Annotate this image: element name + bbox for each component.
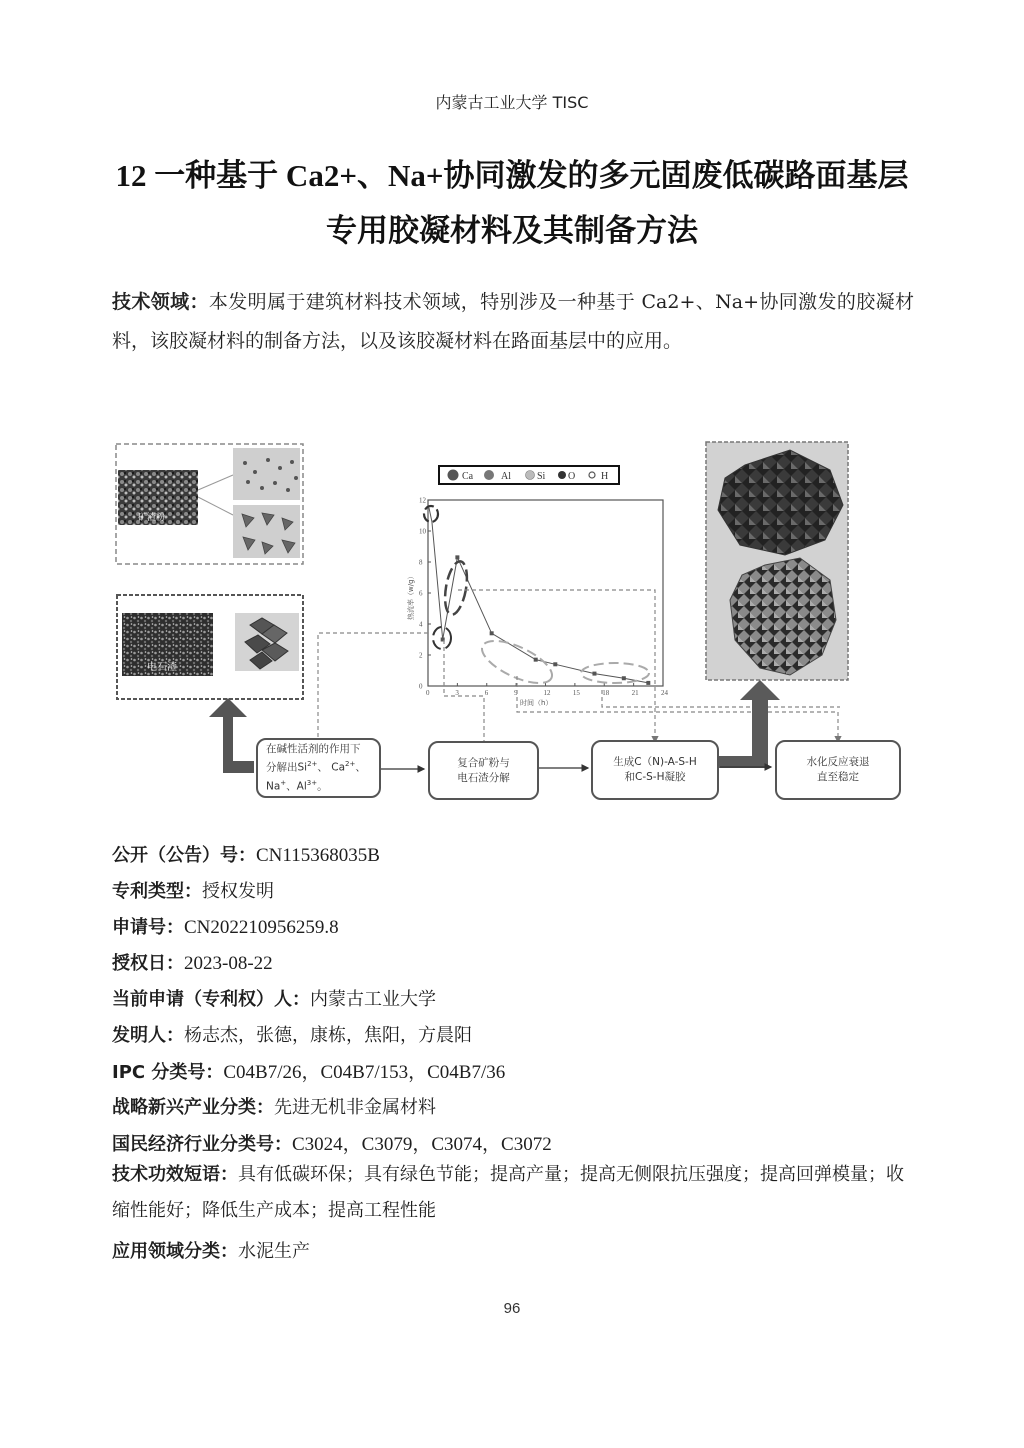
connector-line bbox=[198, 497, 233, 515]
meta-label: 应用领域分类： bbox=[112, 1241, 238, 1262]
flow-box-gel-formation bbox=[591, 740, 719, 800]
meta-value: 具有低碳环保；具有绿色节能；提高产量；提高无侧限抗压强度；提高回弹模量；收缩性能好；降低生产成本；提高工程性能 bbox=[112, 1164, 904, 1221]
x-tick-label: 0 bbox=[426, 689, 430, 697]
meta-row bbox=[112, 841, 917, 867]
y-tick-label: 4 bbox=[419, 620, 423, 629]
meta-row bbox=[112, 949, 917, 975]
legend-o-marker bbox=[558, 471, 566, 479]
carbide-slag-panel bbox=[117, 595, 303, 699]
meta-value: CN115368035B bbox=[256, 845, 380, 866]
legend-ca-label: Ca bbox=[462, 471, 474, 482]
meta-value: 杨志杰，张德，康栋，焦阳，方晨阳 bbox=[184, 1025, 472, 1046]
slag-panel bbox=[116, 444, 303, 564]
legend-ca-marker bbox=[448, 470, 459, 481]
crystal-structure-panel bbox=[706, 442, 848, 680]
patent-title-line-2: 专用胶凝材料及其制备方法 bbox=[326, 213, 698, 248]
meta-row bbox=[112, 1057, 917, 1084]
box2-line2: 电石渣分解 bbox=[457, 771, 510, 784]
meta-row bbox=[112, 1237, 917, 1263]
meta-value: CN202210956259.8 bbox=[184, 917, 339, 938]
box3-line1: 生成C（N)-A-S-H bbox=[613, 756, 697, 768]
flow-box-mineral-decomposition bbox=[428, 741, 539, 800]
up-arrow-right-icon bbox=[718, 680, 780, 768]
meta-row bbox=[112, 913, 917, 939]
data-point bbox=[534, 658, 538, 662]
tech-field-text: 本发明属于建筑材料技术领域，特别涉及一种基于 Ca2+、Na+协同激发的胶凝材料，该胶凝材料的制备方法，以及该胶凝材料在路面基层中的应用。 bbox=[112, 291, 914, 352]
up-arrow-left-icon bbox=[209, 698, 254, 773]
chart-frame bbox=[428, 500, 663, 686]
slag-photo-label: 矿渣粉 bbox=[138, 513, 166, 523]
x-tick-label: 12 bbox=[543, 689, 551, 697]
meta-label: 国民经济行业分类号： bbox=[112, 1134, 292, 1155]
connector-to-box2 bbox=[444, 640, 484, 752]
connector-to-box1 bbox=[318, 633, 428, 752]
meta-label: 技术功效短语： bbox=[112, 1164, 238, 1185]
box2-line1: 复合矿粉与 bbox=[457, 756, 510, 769]
legend-al-marker bbox=[484, 470, 494, 480]
meta-value: 授权发明 bbox=[202, 881, 274, 902]
x-tick-label: 21 bbox=[631, 689, 639, 697]
meta-value: 水泥生产 bbox=[238, 1241, 310, 1262]
data-point bbox=[622, 676, 626, 680]
y-tick-label: 6 bbox=[419, 589, 423, 598]
flow-box-hydration-stable bbox=[775, 740, 901, 800]
meta-row bbox=[112, 985, 917, 1011]
data-point bbox=[646, 681, 650, 685]
silicate-dots-image bbox=[233, 448, 300, 500]
x-axis-label: 时间（h） bbox=[520, 699, 553, 707]
highlight-acceleration-peak bbox=[441, 560, 470, 617]
heat-flow-series-line bbox=[429, 508, 648, 683]
y-tick-label: 0 bbox=[419, 682, 423, 691]
y-tick-label: 10 bbox=[419, 527, 426, 536]
box1-line1: 在碱性活剂的作用下 bbox=[266, 743, 361, 755]
tech-field-label: 技术领域： bbox=[112, 291, 209, 313]
y-axis-label: 热流率（w/g） bbox=[407, 572, 415, 620]
data-point bbox=[490, 631, 494, 635]
meta-label: 申请号： bbox=[112, 917, 184, 938]
meta-value: 内蒙古工业大学 bbox=[310, 989, 436, 1010]
connector-line bbox=[198, 475, 233, 490]
y-tick-label: 2 bbox=[419, 651, 423, 660]
meta-label: 专利类型： bbox=[112, 881, 202, 902]
meta-row bbox=[112, 1093, 917, 1119]
meta-value: 先进无机非金属材料 bbox=[274, 1097, 436, 1118]
atom-legend bbox=[439, 466, 619, 484]
legend-al-label: Al bbox=[501, 471, 511, 482]
x-tick-label: 9 bbox=[514, 689, 518, 697]
x-tick-label: 18 bbox=[602, 689, 610, 697]
meta-row bbox=[112, 1157, 917, 1229]
data-point bbox=[553, 662, 557, 666]
legend-h-marker bbox=[589, 472, 595, 478]
patent-title-line-1: 12 一种基于 Ca2+、Na+协同激发的多元固废低碳路面基层 bbox=[115, 158, 909, 193]
x-tick-label: 24 bbox=[661, 689, 668, 697]
box4-line1: 水化反应衰退 bbox=[806, 756, 870, 768]
box4-line2: 直至稳定 bbox=[817, 771, 859, 783]
page-header: 内蒙古工业大学 TISC bbox=[435, 93, 589, 112]
meta-label: 授权日： bbox=[112, 953, 184, 974]
flow-box-decomposition bbox=[256, 738, 381, 798]
legend-o-label: O bbox=[568, 471, 576, 482]
legend-si-label: Si bbox=[537, 471, 546, 482]
legend-si-marker bbox=[526, 471, 535, 480]
y-tick-label: 8 bbox=[419, 558, 423, 567]
meta-label: 发明人： bbox=[112, 1025, 184, 1046]
box1-line2: 分解出$Si^{2+}$、 $Ca^{2+}$、 bbox=[266, 760, 366, 774]
carbide-photo-label: 电石渣 bbox=[147, 662, 177, 673]
meta-value: C3024，C3079，C3074，C3072 bbox=[292, 1134, 552, 1155]
meta-label: 公开（公告）号： bbox=[112, 845, 256, 866]
meta-label: 当前申请（专利权）人： bbox=[112, 989, 310, 1010]
data-point bbox=[592, 672, 596, 676]
box3-line2: 和C-S-H凝胶 bbox=[624, 771, 686, 783]
x-tick-label: 3 bbox=[455, 689, 459, 697]
x-tick-label: 6 bbox=[484, 689, 489, 697]
box1-line3: Na+、$Al^{3+}$。 bbox=[266, 778, 328, 792]
meta-label: 战略新兴产业分类： bbox=[112, 1097, 274, 1118]
page-number: 96 bbox=[503, 1300, 521, 1317]
y-tick-label: 12 bbox=[419, 496, 426, 505]
x-tick-label: 15 bbox=[572, 689, 580, 697]
meta-row bbox=[112, 1129, 917, 1156]
meta-row bbox=[112, 1021, 917, 1047]
meta-row bbox=[112, 877, 917, 903]
meta-value: 2023-08-22 bbox=[184, 953, 273, 974]
data-point bbox=[455, 555, 459, 559]
meta-label: IPC 分类号： bbox=[112, 1062, 224, 1083]
heat-flow-chart bbox=[406, 497, 669, 708]
tech-field-paragraph bbox=[112, 283, 914, 361]
meta-value: C04B7/26，C04B7/153，C04B7/36 bbox=[223, 1062, 506, 1083]
legend-h-label: H bbox=[601, 471, 609, 482]
